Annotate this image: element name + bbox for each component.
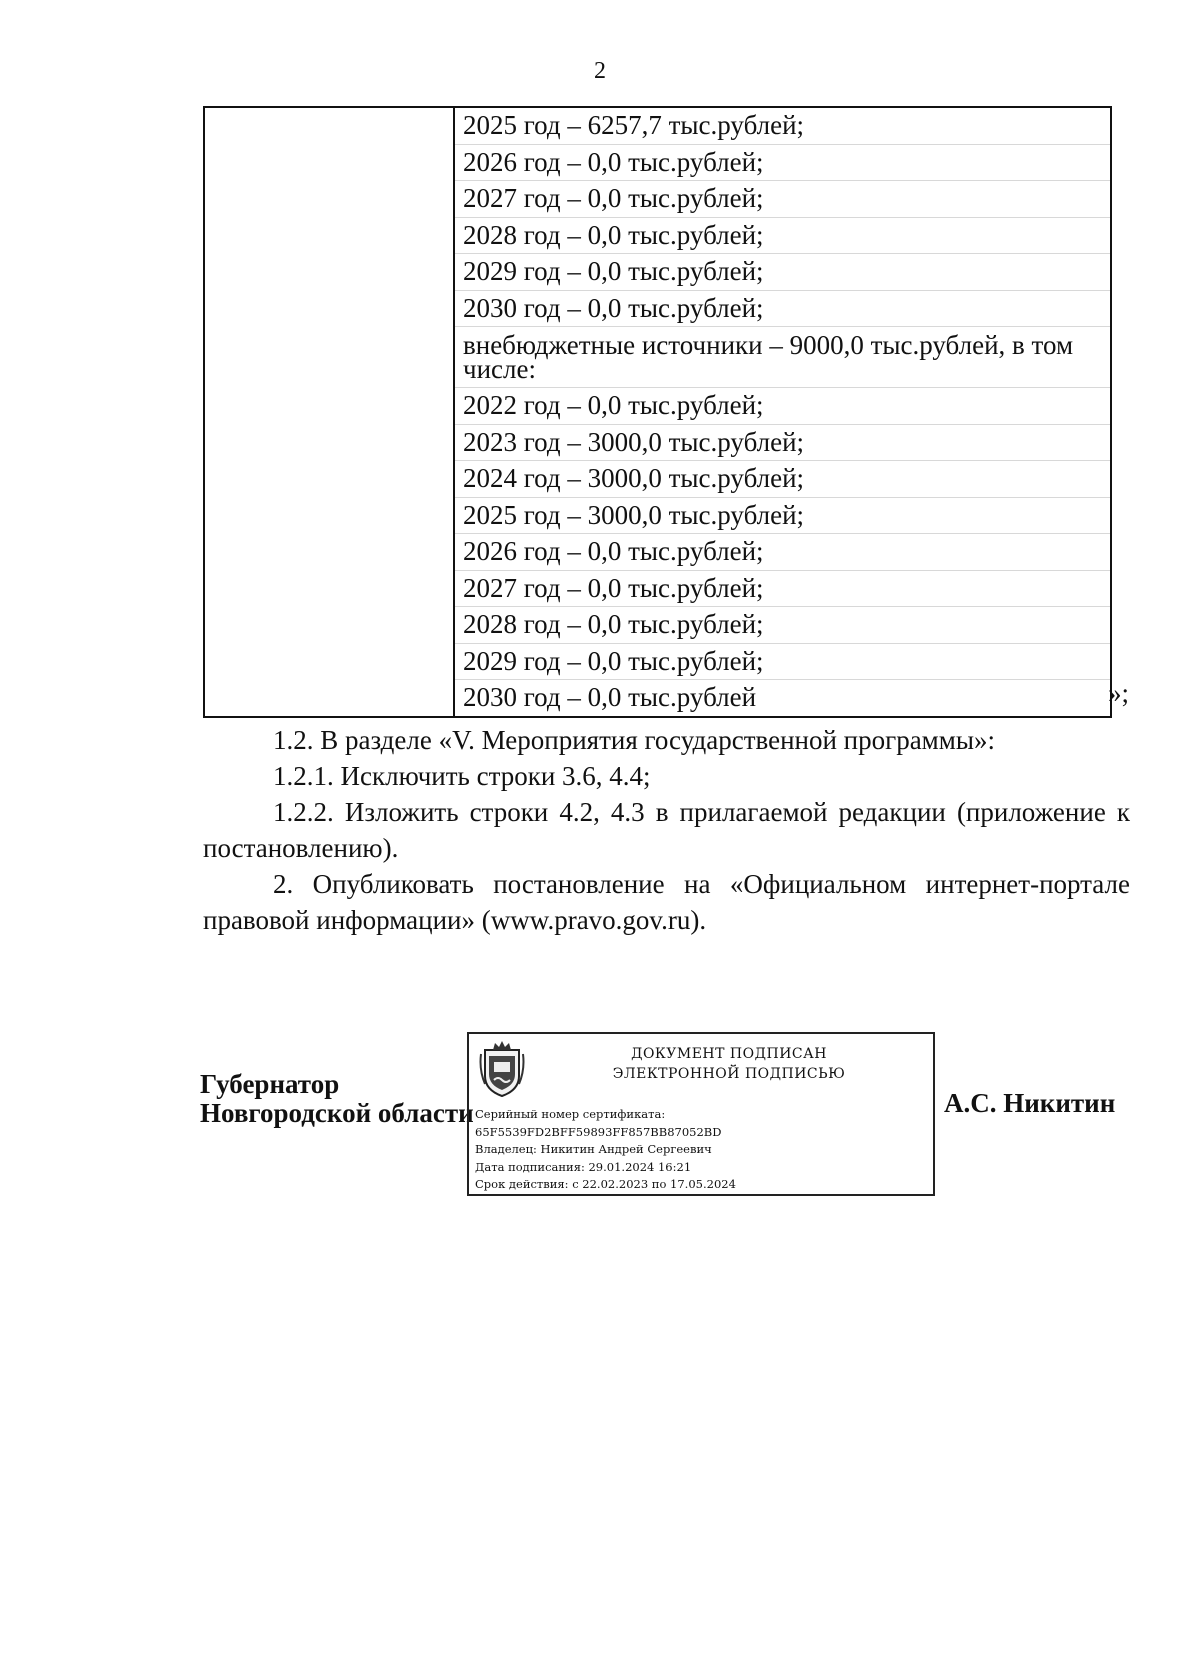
signatory-title xyxy=(200,1070,474,1128)
stamp-serial-label: Серийный номер сертификата: xyxy=(475,1107,666,1121)
stamp-serial: 65F5539FD2BFF59893FF857BB87052BD xyxy=(475,1124,722,1139)
signatory-title-line2: Новгородской области xyxy=(200,1098,474,1128)
funding-line: 2025 год – 3000,0 тыс.рублей; xyxy=(455,497,1110,534)
funding-line: 2029 год – 0,0 тыс.рублей; xyxy=(455,643,1110,680)
signatory-title-line1: Губернатор xyxy=(200,1069,340,1099)
funding-line: 2027 год – 0,0 тыс.рублей; xyxy=(455,180,1110,217)
funding-line: 2022 год – 0,0 тыс.рублей; xyxy=(455,387,1110,424)
funding-line-extrabudgetary: внебюджетные источники – 9000,0 тыс.рублей, в том числе: xyxy=(455,326,1110,387)
funding-line: 2023 год – 3000,0 тыс.рублей; xyxy=(455,424,1110,461)
funding-line: 2026 год – 0,0 тыс.рублей; xyxy=(455,144,1110,181)
coat-of-arms-icon xyxy=(479,1040,525,1098)
stamp-validity: Срок действия: с 22.02.2023 по 17.05.2024 xyxy=(475,1177,736,1191)
document-body xyxy=(203,722,1130,938)
page-number: 2 xyxy=(594,58,606,84)
stamp-title-line2: ЭЛЕКТРОННОЙ ПОДПИСЬЮ xyxy=(612,1066,846,1082)
funding-line: 2024 год – 3000,0 тыс.рублей; xyxy=(455,460,1110,497)
electronic-signature-stamp xyxy=(467,1032,935,1196)
funding-line: 2025 год – 6257,7 тыс.рублей; xyxy=(463,110,805,140)
stamp-title xyxy=(539,1044,919,1084)
funding-line: 2030 год – 0,0 тыс.рублей; xyxy=(455,290,1110,327)
funding-table xyxy=(203,106,1112,718)
funding-line: 2029 год – 0,0 тыс.рублей; xyxy=(455,253,1110,290)
stamp-title-line1: ДОКУМЕНТ ПОДПИСАН xyxy=(631,1046,827,1062)
closing-quote: »; xyxy=(1108,678,1130,708)
funding-line: 2028 год – 0,0 тыс.рублей; xyxy=(455,606,1110,643)
stamp-owner: Владелец: Никитин Андрей Сергеевич xyxy=(475,1142,712,1156)
signatory-name: А.С. Никитин xyxy=(944,1088,1116,1118)
funding-table-label-cell xyxy=(204,107,454,717)
stamp-signed-date: Дата подписания: 29.01.2024 16:21 xyxy=(475,1159,692,1174)
paragraph-1-2: 1.2. В разделе «V. Мероприятия государственной программы»: xyxy=(273,725,995,755)
funding-line: 2026 год – 0,0 тыс.рублей; xyxy=(455,533,1110,570)
paragraph-2: 2. Опубликовать постановление на «Официальном интернет-портале правовой информации» (www.pravo.gov.ru). xyxy=(203,869,1130,935)
stamp-details xyxy=(475,1106,736,1194)
funding-line: 2028 год – 0,0 тыс.рублей; xyxy=(455,217,1110,254)
funding-line: 2030 год – 0,0 тыс.рублей xyxy=(455,679,1110,716)
funding-line: 2027 год – 0,0 тыс.рублей; xyxy=(455,570,1110,607)
paragraph-1-2-2: 1.2.2. Изложить строки 4.2, 4.3 в прилагаемой редакции (приложение к постановлению). xyxy=(203,797,1130,863)
funding-table-values-cell xyxy=(454,107,1111,717)
paragraph-1-2-1: 1.2.1. Исключить строки 3.6, 4.4; xyxy=(273,761,651,791)
